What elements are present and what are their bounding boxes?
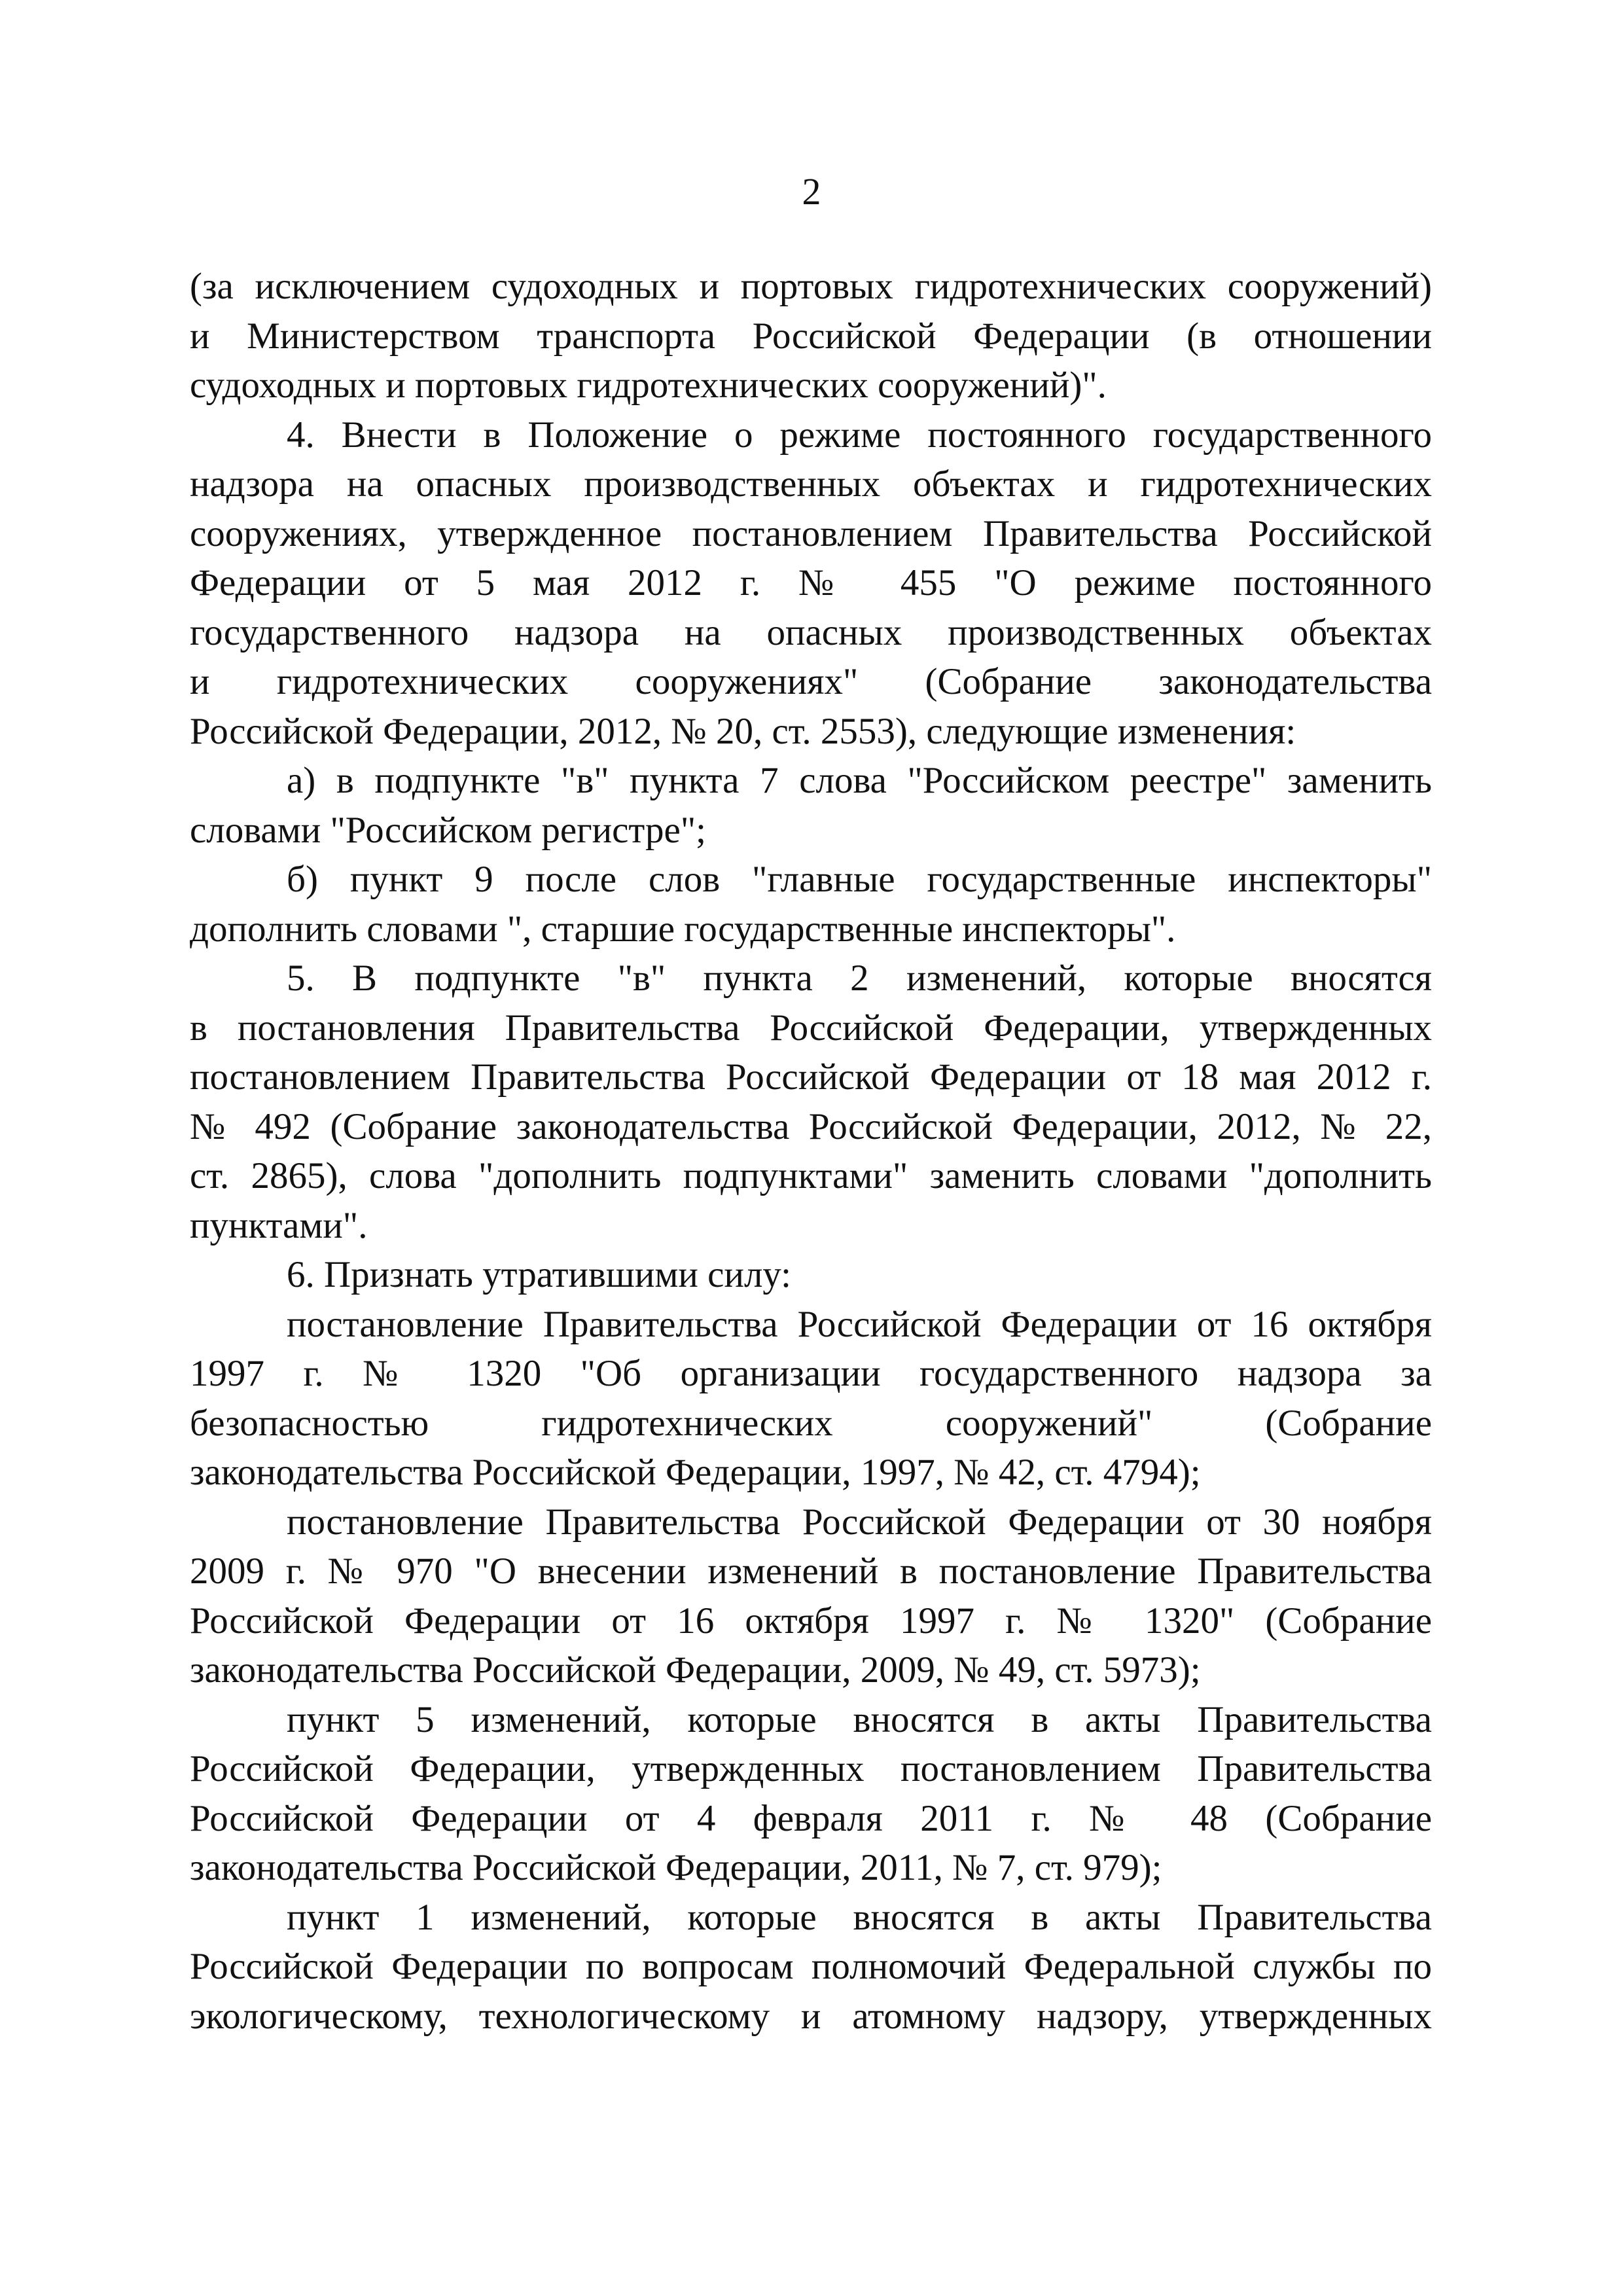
text-line: 1997 г. № 1320 "Об организации государственного надзора за	[190, 1353, 1432, 1394]
text-line: законодательства Российской Федерации, 2009, № 49, ст. 5973);	[190, 1649, 1201, 1691]
text-line: дополнить словами ", старшие государственные инспекторы".	[190, 908, 1176, 950]
text-line: Российской Федерации от 16 октября 1997 г. № 1320" (Собрание	[190, 1600, 1432, 1641]
text-line: судоходных и портовых гидротехнических сооружений)".	[190, 365, 1107, 406]
subparagraph-b-start: б) пункт 9 после слов "главные государственные инспекторы"	[287, 859, 1432, 900]
text-line: законодательства Российской Федерации, 1997, № 42, ст. 4794);	[190, 1452, 1201, 1493]
text-line: словами "Российском регистре";	[190, 809, 706, 851]
text-line: Российской Федерации, утвержденных постановлением Правительства	[190, 1748, 1432, 1789]
text-line: Российской Федерации от 4 февраля 2011 г. № 48 (Собрание	[190, 1797, 1432, 1839]
paragraph-6-start: 6. Признать утратившими силу:	[287, 1254, 791, 1295]
text-line: экологическому, технологическому и атомному надзору, утвержденных	[190, 1995, 1432, 2037]
paragraph-5-start: 5. В подпункте "в" пункта 2 изменений, которые вносятся	[287, 958, 1432, 999]
subparagraph-a-start: а) в подпункте "в" пункта 7 слова "Российском реестре" заменить	[287, 760, 1432, 801]
text-line: и гидротехнических сооружениях" (Собрание законодательства	[190, 661, 1432, 702]
text-line: и Министерством транспорта Российской Федерации (в отношении	[190, 315, 1432, 357]
text-line: № 492 (Собрание законодательства Российской Федерации, 2012, № 22,	[190, 1105, 1432, 1147]
text-line: сооружениях, утвержденное постановлением Правительства Российской	[190, 512, 1432, 554]
repealed-item-2-start: постановление Правительства Российской Федерации от 30 ноября	[287, 1501, 1432, 1543]
text-line: надзора на опасных производственных объектах и гидротехнических	[190, 463, 1432, 505]
text-line: законодательства Российской Федерации, 2011, № 7, ст. 979);	[190, 1847, 1162, 1888]
text-line: 2009 г. № 970 "О внесении изменений в постановление Правительства	[190, 1551, 1432, 1592]
text-line: Федерации от 5 мая 2012 г. № 455 "О режиме постоянного	[190, 562, 1432, 603]
repealed-item-1-start: постановление Правительства Российской Федерации от 16 октября	[287, 1303, 1432, 1345]
text-line: Российской Федерации по вопросам полномочий Федеральной службы по	[190, 1946, 1432, 1987]
text-line: государственного надзора на опасных производственных объектах	[190, 611, 1432, 653]
paragraph-4-start: 4. Внести в Положение о режиме постоянного государственного	[287, 414, 1432, 456]
text-line: Российской Федерации, 2012, № 20, ст. 2553), следующие изменения:	[190, 710, 1296, 752]
text-line: безопасностью гидротехнических сооружений" (Собрание	[190, 1402, 1432, 1444]
page-number: 2	[802, 170, 821, 213]
text-line: пунктами".	[190, 1204, 368, 1246]
repealed-item-3-start: пункт 5 изменений, которые вносятся в акты Правительства	[287, 1698, 1432, 1740]
document-body	[190, 262, 1432, 2041]
text-line: (за исключением судоходных и портовых гидротехнических сооружений)	[190, 266, 1432, 307]
text-line: ст. 2865), слова "дополнить подпунктами" заменить словами "дополнить	[190, 1155, 1432, 1196]
text-line: постановлением Правительства Российской Федерации от 18 мая 2012 г.	[190, 1056, 1432, 1098]
text-line: в постановления Правительства Российской Федерации, утвержденных	[190, 1007, 1432, 1049]
repealed-item-4-start: пункт 1 изменений, которые вносятся в акты Правительства	[287, 1896, 1432, 1938]
